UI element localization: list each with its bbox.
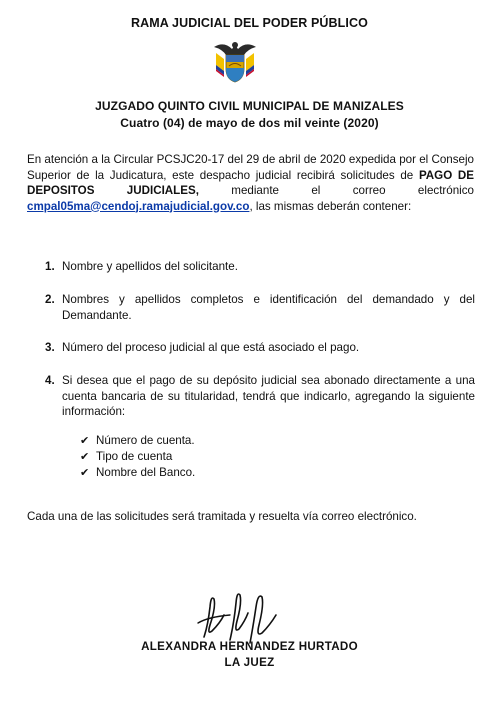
- item-text: Si desea que el pago de su depósito judicial sea abonado directamente a una cuenta bancaria de su titularidad, tendrá que indicarlo, agregando la siguiente información:: [62, 374, 475, 418]
- institution-heading: RAMA JUDICIAL DEL PODER PÚBLICO: [131, 16, 368, 30]
- item-number: 4.: [45, 374, 55, 387]
- checklist-item-account-number: [80, 433, 195, 450]
- item-number: 1.: [45, 260, 55, 273]
- requirement-item-2: [45, 292, 475, 323]
- item-number: 3.: [45, 341, 55, 354]
- intro-text-1: En atención a la Circular PCSJC20-17 del 29 de abril de 2020 expedida por el Consejo Superior de la Judicatura, este despacho judicial recibirá solicitudes de: [27, 153, 474, 182]
- intro-bold: PAGO DE DEPOSITOS JUDICIALES,: [27, 168, 475, 197]
- date-heading: Cuatro (04) de mayo de dos mil veinte (2020): [120, 116, 379, 130]
- checklist-item-account-type: [80, 449, 172, 466]
- intro-text-2: mediante el correo electrónico: [198, 184, 474, 197]
- item-text: Número del proceso judicial al que está asociado el pago.: [62, 341, 360, 354]
- signer-title: LA JUEZ: [224, 656, 275, 669]
- email-link[interactable]: cmpal05ma@cendoj.ramajudicial.gov.co: [27, 199, 250, 213]
- checklist-text: Tipo de cuenta: [96, 450, 173, 463]
- requirement-item-3: [45, 340, 475, 356]
- closing-paragraph: Cada una de las solicitudes será tramitada y resuelta vía correo electrónico.: [27, 510, 417, 523]
- checklist-text: Nombre del Banco.: [96, 466, 196, 479]
- checkmark-icon: ✔: [80, 435, 90, 447]
- item-text: Nombre y apellidos del solicitante.: [62, 260, 238, 273]
- checkmark-icon: ✔: [80, 451, 90, 463]
- checkmark-icon: ✔: [80, 467, 90, 479]
- signer-name: ALEXANDRA HERNANDEZ HURTADO: [141, 640, 358, 653]
- intro-text-3: , las mismas deberán contener:: [249, 199, 412, 213]
- intro-paragraph: [27, 152, 474, 214]
- requirement-item-4: [45, 373, 475, 420]
- item-text: Nombres y apellidos completos e identificación del demandado y del Demandante.: [62, 293, 475, 322]
- checklist-item-bank-name: [80, 465, 195, 482]
- item-number: 2.: [45, 293, 55, 306]
- coat-of-arms-icon: [210, 37, 260, 85]
- court-heading: JUZGADO QUINTO CIVIL MUNICIPAL DE MANIZALES: [95, 99, 404, 113]
- handwritten-signature: [190, 585, 285, 645]
- checklist-text: Número de cuenta.: [96, 434, 195, 447]
- requirement-item-1: [45, 259, 475, 275]
